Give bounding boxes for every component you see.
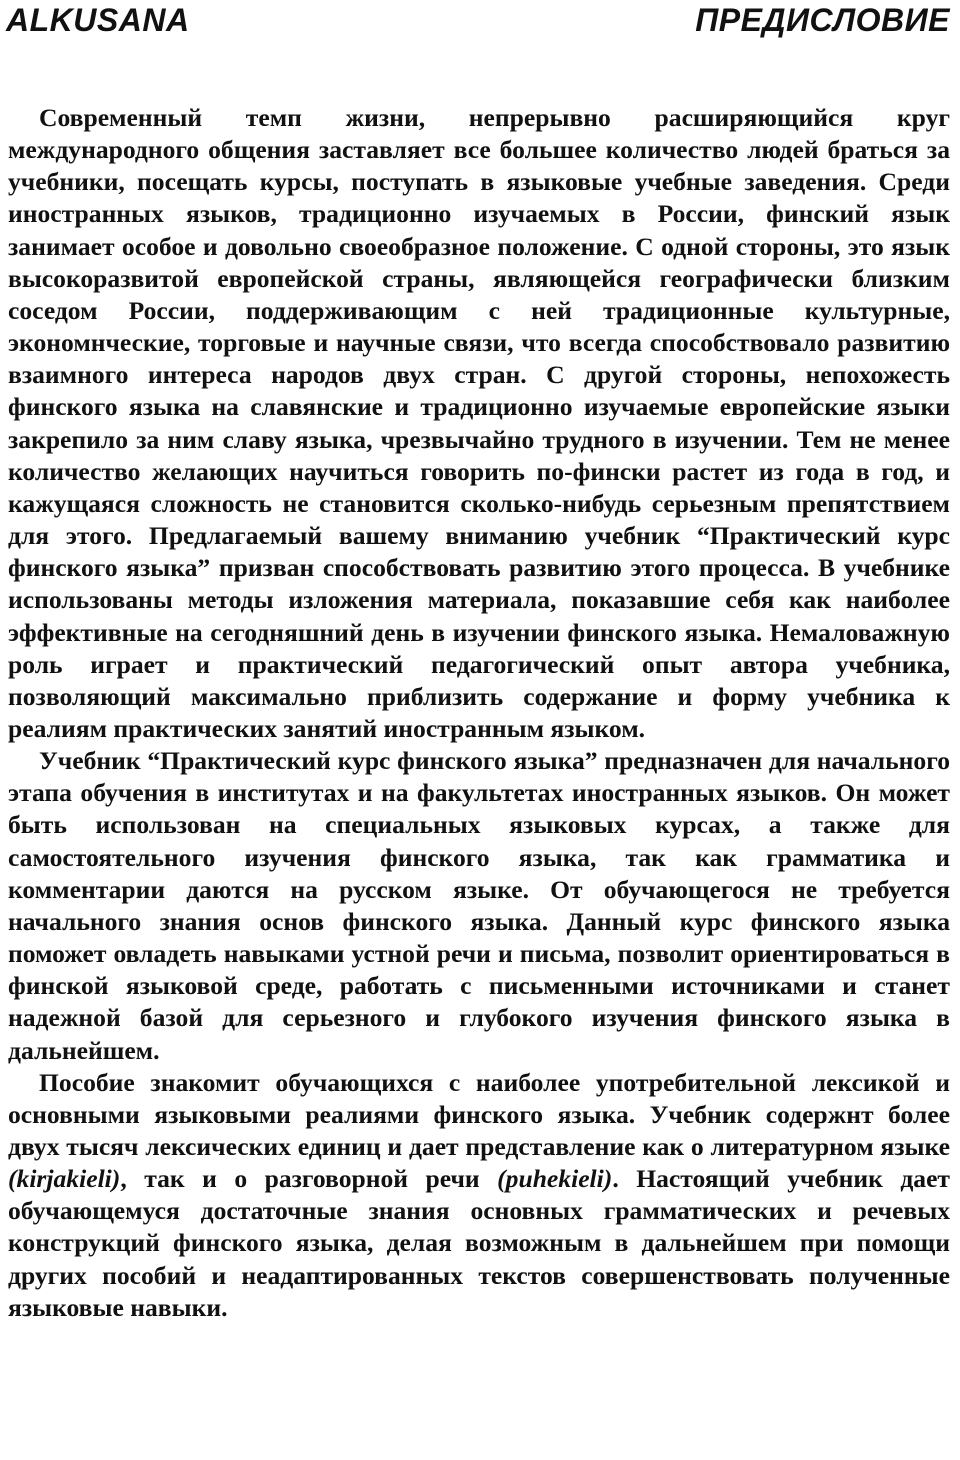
- page-header: [6, 0, 950, 40]
- paragraph-3-part-c: . Настоящий учебник дает обучающемуся достаточные знания основных грамматических и речевых конструкций финского языка, делая возможным в дальнейшем при помощи других пособий и неадаптированных текстов совершенствовать полученные языковые навыки.: [8, 1164, 951, 1322]
- header-right-title: ПРЕДИСЛОВИЕ: [695, 1, 950, 38]
- paragraph-2: Учебник “Практический курс финского языка” предназначен для начального этапа обучения в институтах и на факультетах иностранных языков. Он может быть использован на специальных языковых курсах, а также для самостоятельного изучения финского языка, так как грамматика и комментарии даются на русском языке. От обучающегося не требуется начального знания основ финского языка. Данный курс финского языка поможет овладеть навыками устной речи и письма, позволит ориентироваться в финской языковой среде, работать с письменными источниками и станет надежной базой для серьезного и глубокого изучения финского языка в дальнейшем.: [8, 746, 950, 1065]
- term-kirjakieli: (kirjakieli): [8, 1164, 121, 1194]
- paragraph-1: Современный темп жизни, непрерывно расширяющийся круг международного общения заставляет все большее количество людей браться за учебники, посещать курсы, поступать в языковые учебные заведения. Среди иностранных языков, традиционно изучаемых в России, финский язык занимает особое и довольно своеобразное положение. С одной стороны, это язык высокоразвитой европейской страны, являющейся географически близким соседом России, поддерживающим с ней традиционные культурные, экономнческие, торговые и научные связи, что всегда способствовало развитию взаимного интереса народов двух стран. С другой стороны, непохожесть финского языка на славянские и традиционно изучаемые европейские языки закрепило за ним славу языка, чрезвычайно трудного в изучении. Тем не менее количество желающих научиться говорить по-фински растет из года в год, и кажущаяся сложность не становится сколько-нибудь серьезным препятствием для этого. Предлагаемый вашему вниманию учебник “Практический курс финского языка” призван способствовать развитию этого процесса. В учебнике использованы методы изложения материала, показавшие себя как наиболее эффективные на сегодняшний день в изучении финского языка. Немаловажную роль играет и практический педагогический опыт автора учебника, позволяющий максимально приблизить содержание и форму учебника к реалиям практических занятий иностранным языком.: [8, 103, 950, 743]
- paragraph-3-part-b: , так и о разговорной речи: [120, 1164, 498, 1194]
- paragraph-3: [8, 1067, 950, 1324]
- term-puhekieli: (puhekieli): [497, 1164, 613, 1194]
- paragraph-3-part-a: Пособие знакомит обучающихся с наиболее употребительной лексикой и основными языковыми реалиями финского языка. Учебник содержнт более двух тысяч лексических единиц и дает представление как о литературном языке: [8, 1067, 950, 1161]
- preface-body: [8, 102, 950, 1324]
- header-left-title: ALKUSANA: [6, 1, 190, 38]
